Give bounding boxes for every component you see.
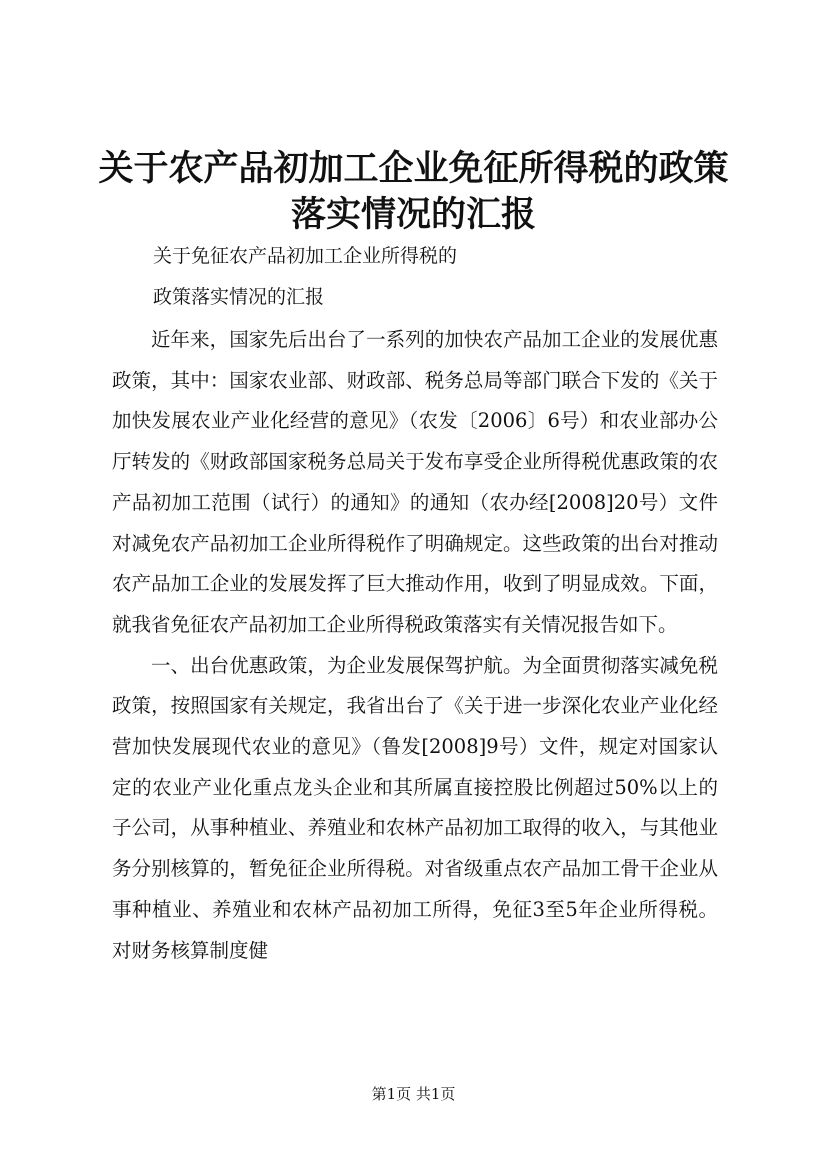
paragraph-section-1: 一、出台优惠政策，为企业发展保驾护航。为全面贯彻落实减免税政策，按照国家有关规定，我省出台了《关于进一步深化农业产业化经营加快发展现代农业的意见》（鲁发[2008]9号）文件，规定对国家认定的农业产业化重点龙头企业和其所属直接控股比例超过50%以上的子公司，从事种植业、养殖业和农林产品初加工取得的收入，与其他业务分别核算的，暂免征企业所得税。对省级重点农产品加工骨干企业从事种植业、养殖业和农林产品初加工所得，免征3至5年企业所得税。对财务核算制度健 xyxy=(112,653,718,962)
paragraph-intro: 近年来，国家先后出台了一系列的加快农产品加工企业的发展优惠政策，其中：国家农业部、财政部、税务总局等部门联合下发的《关于加快发展农业产业化经营的意见》（农发〔2006〕6号）和农业部办公厅转发的《财政部国家税务总局关于发布享受企业所得税优惠政策的农产品初加工范围（试行）的通知》的通知（农办经[2008]20号）文件对减免农产品初加工企业所得税作了明确规定。这些政策的出台对推动农产品加工企业的发展发挥了巨大推动作用，收到了明显成效。下面，就我省免征农产品初加工企业所得税政策落实有关情况报告如下。 xyxy=(112,328,718,636)
page-footer: 第1页 共1页 xyxy=(371,1085,456,1103)
subtitle-line-2: 政策落实情况的汇报 xyxy=(153,286,325,308)
document-title: 关于农产品初加工企业免征所得税的政策落实情况的汇报 xyxy=(98,148,729,235)
document-body xyxy=(112,320,718,971)
subtitle-line-1: 关于免征农产品初加工企业所得税的 xyxy=(153,245,458,267)
